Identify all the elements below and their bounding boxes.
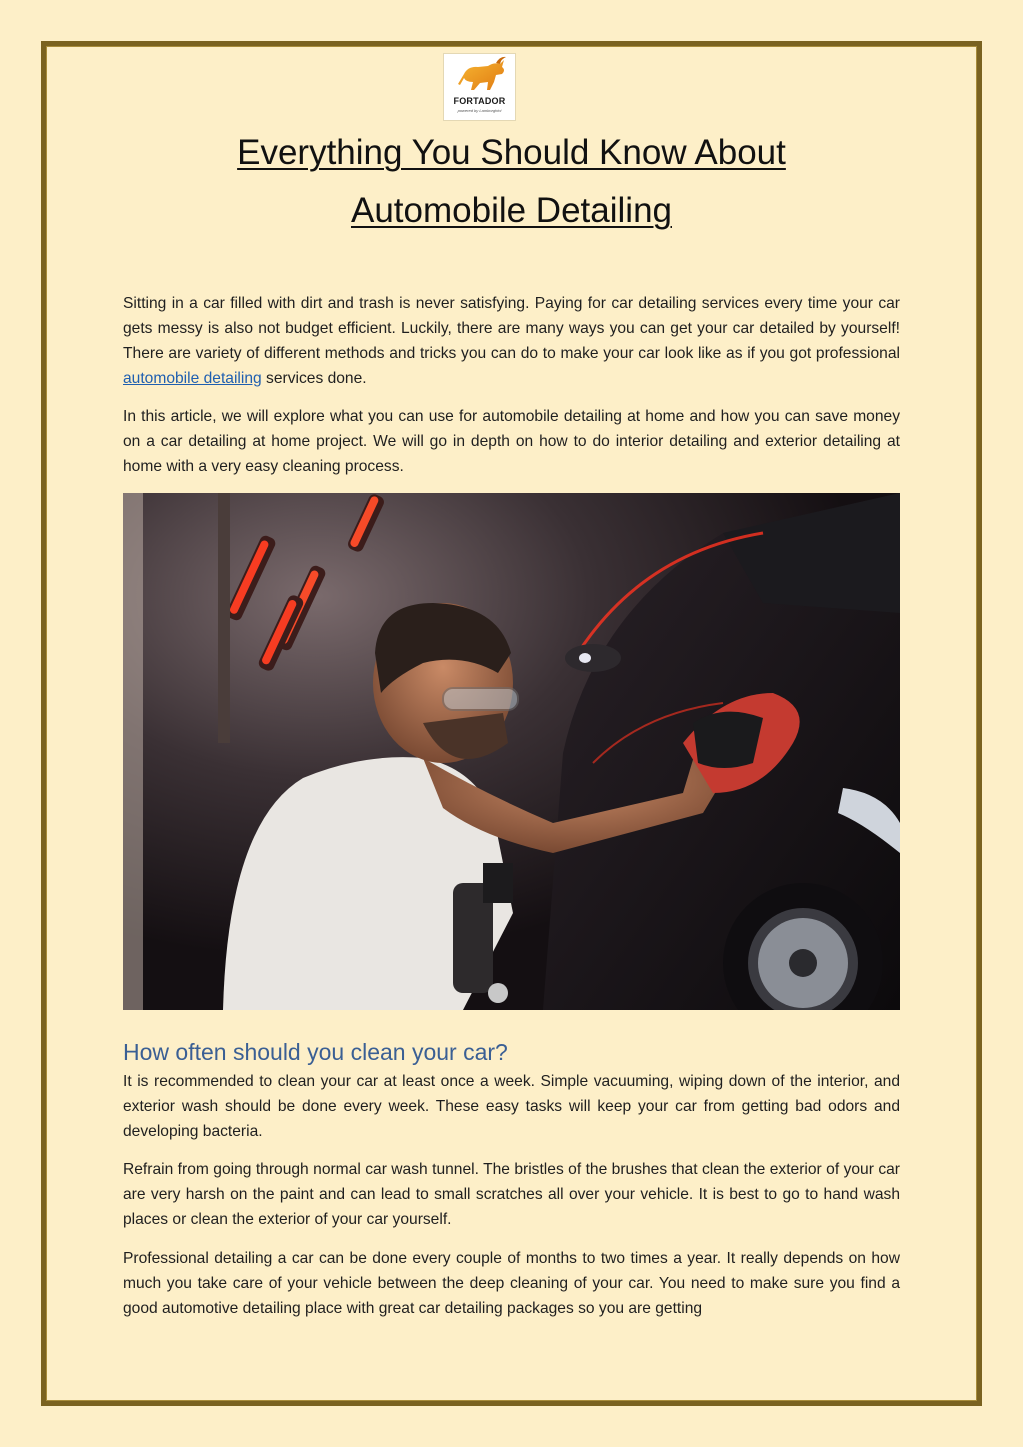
automobile-detailing-link[interactable]: automobile detailing — [123, 370, 262, 387]
section-heading: How often should you clean your car? — [123, 1039, 508, 1065]
logo-tagline: powered by Lamborghini — [457, 108, 502, 113]
intro-text-start: Sitting in a car filled with dirt and trash is never satisfying. Paying for car detailing services every time your car gets messy is also not budget efficient. Luckily, there are many ways you can get your car detailed by yourself! There are variety of different methods and tricks you can do to make your car look like as if you got professional — [123, 295, 900, 362]
professional-detailing-paragraph: Professional detailing a car can be done every couple of months to two times a year. It really depends on how much you take care of your vehicle between the deep cleaning of your car. You need to make sure you find a good automotive detailing place with great car detailing packages so you are getting — [123, 1250, 900, 1317]
fortador-logo — [443, 53, 516, 121]
intro-text-end: services done. — [261, 370, 367, 387]
page-title-line-2: Automobile Detailing — [350, 191, 672, 230]
article-overview-paragraph: In this article, we will explore what you can use for automobile detailing at home and how you can save money on a car detailing at home project. We will go in depth on how to do interior detailing and exterior detailing at home with a very easy cleaning process. — [123, 408, 900, 475]
logo-brand-text: FORTADOR — [453, 96, 506, 106]
bull-icon — [444, 54, 515, 98]
car-detailing-photo — [123, 493, 900, 1010]
page-title-line-1: Everything You Should Know About — [237, 133, 786, 172]
car-wash-tunnel-paragraph: Refrain from going through normal car wash tunnel. The bristles of the brushes that clean the exterior of your car are very harsh on the paint and can lead to small scratches all over your vehicle. It is best to go to hand wash places or clean the exterior of your car yourself. — [123, 1161, 900, 1228]
cleaning-frequency-paragraph: It is recommended to clean your car at least once a week. Simple vacuuming, wiping down of the interior, and exterior wash should be done every week. These easy tasks will keep your car from getting bad odors and developing bacteria. — [123, 1073, 900, 1140]
intro-paragraph — [123, 291, 900, 391]
